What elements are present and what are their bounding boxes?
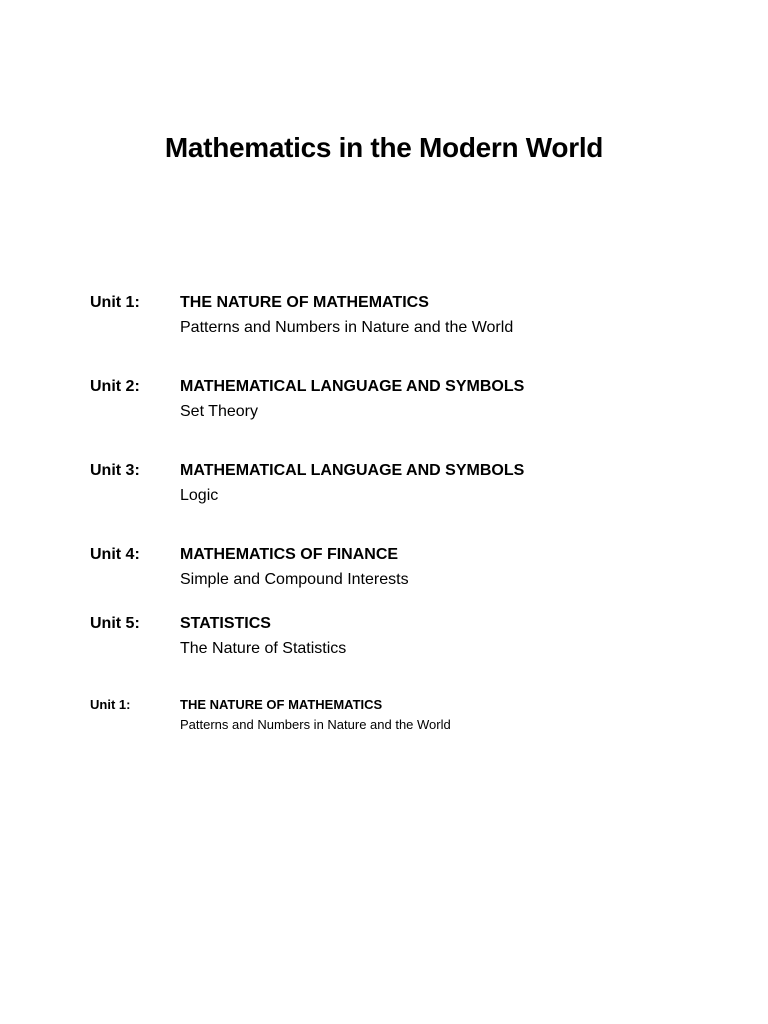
unit-label: Unit 3:	[90, 462, 140, 479]
unit-label: Unit 1:	[90, 697, 131, 712]
unit-subtitle: Patterns and Numbers in Nature and the World	[180, 717, 451, 732]
unit-heading: MATHEMATICAL LANGUAGE AND SYMBOLS	[180, 378, 525, 395]
unit-subtitle: Simple and Compound Interests	[180, 571, 409, 588]
unit-subtitle: Set Theory	[180, 403, 258, 420]
unit-label: Unit 1:	[90, 294, 140, 311]
unit-subtitle: Logic	[180, 487, 219, 504]
unit-label: Unit 5:	[90, 615, 140, 632]
unit-heading: MATHEMATICS OF FINANCE	[180, 546, 399, 563]
unit-heading: THE NATURE OF MATHEMATICS	[180, 697, 383, 712]
page-title: Mathematics in the Modern World	[164, 132, 604, 163]
unit-heading: MATHEMATICAL LANGUAGE AND SYMBOLS	[180, 462, 525, 479]
unit-subtitle: The Nature of Statistics	[180, 640, 347, 657]
unit-heading: STATISTICS	[180, 615, 271, 632]
unit-subtitle: Patterns and Numbers in Nature and the World	[180, 319, 514, 336]
unit-heading: THE NATURE OF MATHEMATICS	[180, 294, 429, 311]
unit-label: Unit 4:	[90, 546, 140, 563]
unit-label: Unit 2:	[90, 378, 140, 395]
